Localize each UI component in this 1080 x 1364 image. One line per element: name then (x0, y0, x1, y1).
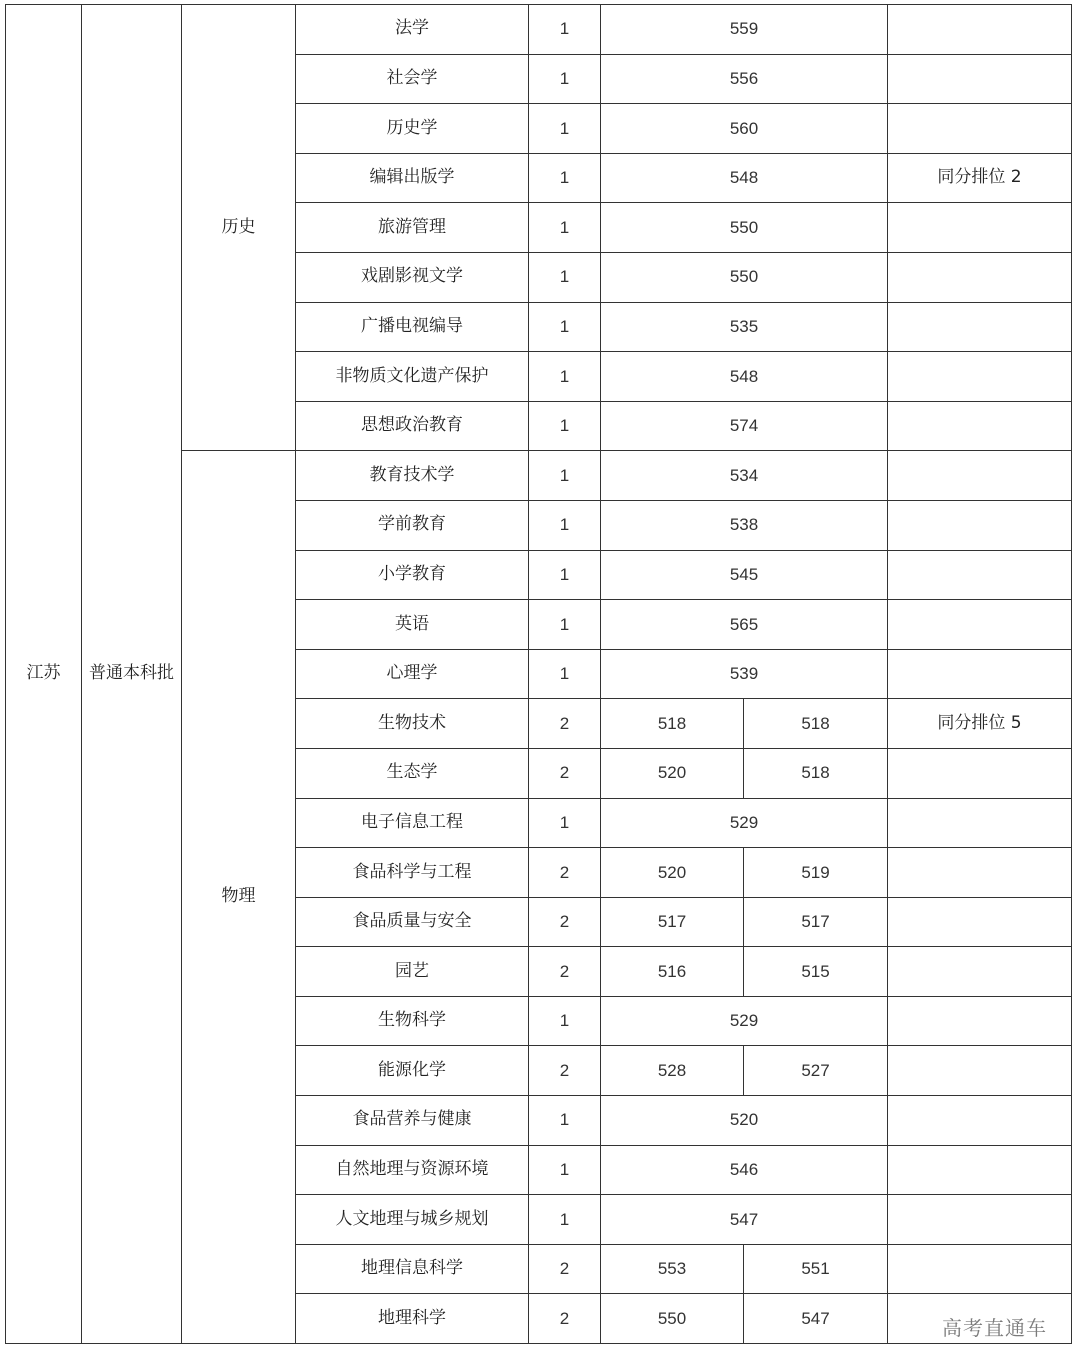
plan-count-cell: 1 (529, 996, 601, 1046)
note-cell (888, 252, 1072, 302)
plan-count-cell: 1 (529, 54, 601, 104)
table-body (6, 5, 1072, 1344)
major-cell: 生态学 (296, 748, 529, 798)
note-cell (888, 5, 1072, 55)
score-cell: 565 (601, 600, 888, 650)
plan-count-cell: 1 (529, 600, 601, 650)
plan-count-cell: 2 (529, 848, 601, 898)
plan-count-cell: 1 (529, 1145, 601, 1195)
major-cell: 地理科学 (296, 1294, 529, 1344)
plan-count-cell: 1 (529, 203, 601, 253)
score-cell: 529 (601, 996, 888, 1046)
score-cell: 534 (601, 451, 888, 501)
watermark: 高考直通车 (942, 1316, 1047, 1340)
province-cell: 江苏 (6, 5, 82, 1344)
major-cell: 自然地理与资源环境 (296, 1145, 529, 1195)
max-score-cell: 520 (601, 748, 744, 798)
plan-count-cell: 1 (529, 451, 601, 501)
major-cell: 食品质量与安全 (296, 897, 529, 947)
note-cell (888, 302, 1072, 352)
major-cell: 生物科学 (296, 996, 529, 1046)
score-cell: 545 (601, 550, 888, 600)
note-cell (888, 600, 1072, 650)
score-cell: 529 (601, 798, 888, 848)
major-cell: 教育技术学 (296, 451, 529, 501)
max-score-cell: 518 (601, 699, 744, 749)
major-cell: 英语 (296, 600, 529, 650)
major-cell: 非物质文化遗产保护 (296, 352, 529, 402)
plan-count-cell: 1 (529, 550, 601, 600)
note-cell (888, 798, 1072, 848)
max-score-cell: 550 (601, 1294, 744, 1344)
major-cell: 生物技术 (296, 699, 529, 749)
min-score-cell: 551 (744, 1244, 888, 1294)
major-cell: 广播电视编导 (296, 302, 529, 352)
note-cell (888, 1096, 1072, 1146)
note-cell (888, 748, 1072, 798)
score-cell: 556 (601, 54, 888, 104)
max-score-cell: 520 (601, 848, 744, 898)
note-cell (888, 500, 1072, 550)
score-cell: 535 (601, 302, 888, 352)
note-cell (888, 401, 1072, 451)
score-cell: 548 (601, 352, 888, 402)
note-cell (888, 1046, 1072, 1096)
admission-score-table (5, 4, 1072, 1344)
plan-count-cell: 1 (529, 1096, 601, 1146)
note-cell (888, 352, 1072, 402)
note-cell (888, 451, 1072, 501)
plan-count-cell: 1 (529, 104, 601, 154)
score-cell: 550 (601, 203, 888, 253)
note-cell (888, 996, 1072, 1046)
plan-count-cell: 2 (529, 1244, 601, 1294)
subject-cell: 历史 (182, 5, 296, 451)
major-cell: 园艺 (296, 947, 529, 997)
major-cell: 编辑出版学 (296, 153, 529, 203)
plan-count-cell: 2 (529, 947, 601, 997)
note-cell (888, 1145, 1072, 1195)
major-cell: 思想政治教育 (296, 401, 529, 451)
min-score-cell: 547 (744, 1294, 888, 1344)
major-cell: 旅游管理 (296, 203, 529, 253)
score-cell: 550 (601, 252, 888, 302)
plan-count-cell: 1 (529, 401, 601, 451)
min-score-cell: 517 (744, 897, 888, 947)
note-cell (888, 848, 1072, 898)
batch-cell: 普通本科批 (82, 5, 182, 1344)
min-score-cell: 515 (744, 947, 888, 997)
min-score-cell: 527 (744, 1046, 888, 1096)
score-cell: 559 (601, 5, 888, 55)
max-score-cell: 553 (601, 1244, 744, 1294)
score-cell: 560 (601, 104, 888, 154)
max-score-cell: 516 (601, 947, 744, 997)
score-cell: 547 (601, 1195, 888, 1245)
plan-count-cell: 1 (529, 798, 601, 848)
subject-cell: 物理 (182, 451, 296, 1344)
major-cell: 历史学 (296, 104, 529, 154)
note-cell (888, 1195, 1072, 1245)
major-cell: 食品营养与健康 (296, 1096, 529, 1146)
plan-count-cell: 1 (529, 302, 601, 352)
note-cell (888, 897, 1072, 947)
major-cell: 人文地理与城乡规划 (296, 1195, 529, 1245)
score-cell: 574 (601, 401, 888, 451)
score-cell: 546 (601, 1145, 888, 1195)
major-cell: 电子信息工程 (296, 798, 529, 848)
note-cell (888, 54, 1072, 104)
plan-count-cell: 1 (529, 649, 601, 699)
plan-count-cell: 1 (529, 5, 601, 55)
table-row (6, 5, 1072, 55)
note-cell (888, 104, 1072, 154)
plan-count-cell: 2 (529, 748, 601, 798)
major-cell: 法学 (296, 5, 529, 55)
major-cell: 地理信息科学 (296, 1244, 529, 1294)
note-cell (888, 649, 1072, 699)
plan-count-cell: 1 (529, 252, 601, 302)
max-score-cell: 517 (601, 897, 744, 947)
score-cell: 538 (601, 500, 888, 550)
plan-count-cell: 2 (529, 1046, 601, 1096)
plan-count-cell: 1 (529, 153, 601, 203)
plan-count-cell: 1 (529, 352, 601, 402)
plan-count-cell: 2 (529, 897, 601, 947)
note-cell (888, 550, 1072, 600)
note-cell (888, 203, 1072, 253)
plan-count-cell: 1 (529, 500, 601, 550)
plan-count-cell: 2 (529, 1294, 601, 1344)
score-cell: 548 (601, 153, 888, 203)
min-score-cell: 518 (744, 699, 888, 749)
major-cell: 能源化学 (296, 1046, 529, 1096)
note-cell (888, 947, 1072, 997)
plan-count-cell: 2 (529, 699, 601, 749)
major-cell: 食品科学与工程 (296, 848, 529, 898)
major-cell: 社会学 (296, 54, 529, 104)
note-cell (888, 1244, 1072, 1294)
major-cell: 心理学 (296, 649, 529, 699)
score-cell: 539 (601, 649, 888, 699)
max-score-cell: 528 (601, 1046, 744, 1096)
note-cell: 同分排位 5 (888, 699, 1072, 749)
major-cell: 小学教育 (296, 550, 529, 600)
major-cell: 戏剧影视文学 (296, 252, 529, 302)
score-cell: 520 (601, 1096, 888, 1146)
major-cell: 学前教育 (296, 500, 529, 550)
note-cell: 同分排位 2 (888, 153, 1072, 203)
min-score-cell: 518 (744, 748, 888, 798)
min-score-cell: 519 (744, 848, 888, 898)
plan-count-cell: 1 (529, 1195, 601, 1245)
